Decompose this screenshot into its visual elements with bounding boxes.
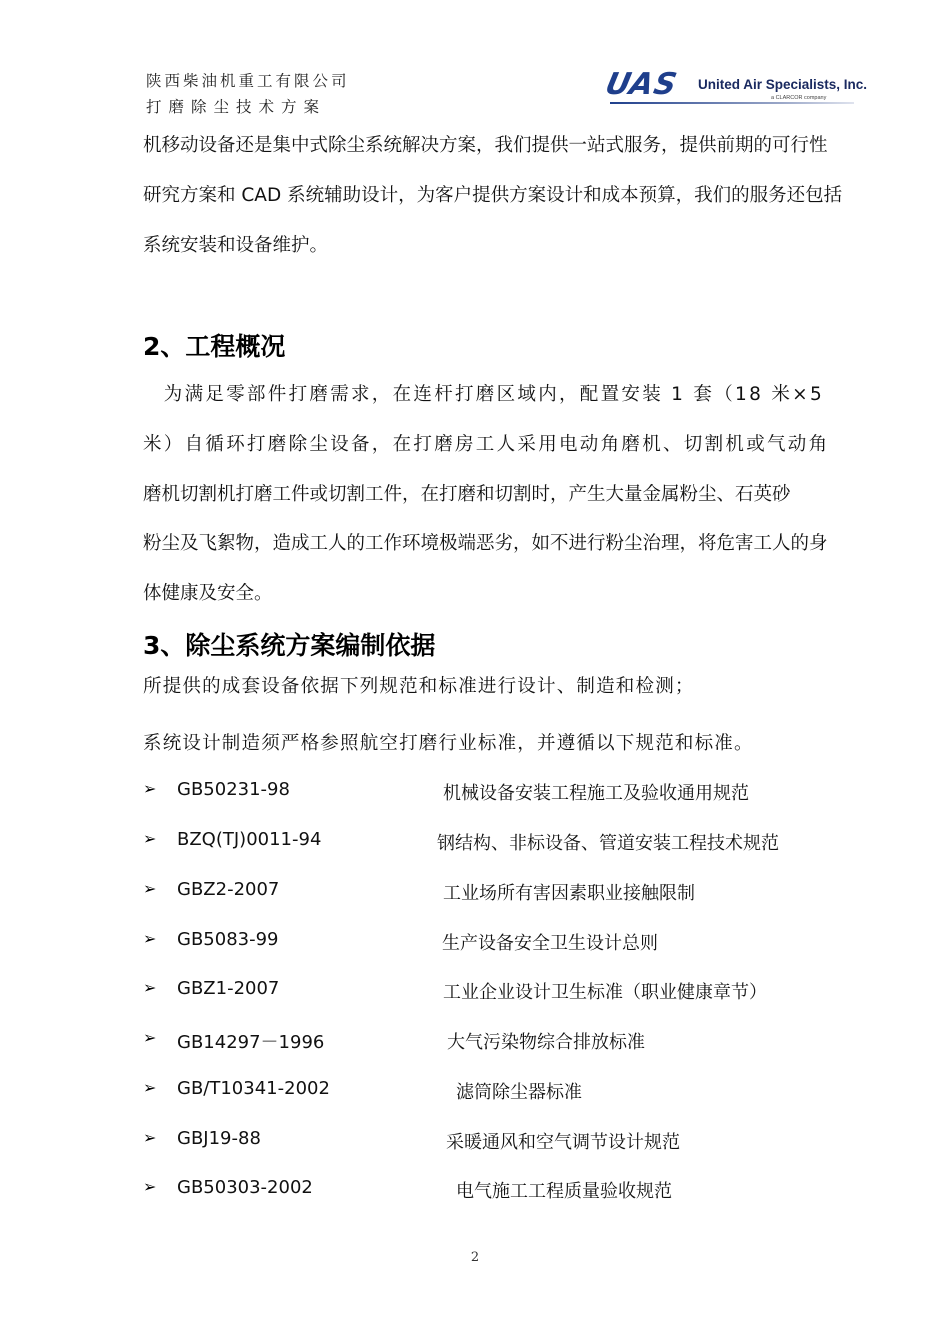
company-logo — [602, 55, 868, 113]
bullet-arrow-icon: ➢ — [143, 1028, 157, 1047]
intro-line: 机移动设备还是集中式除尘系统解决方案，我们提供一站式服务，提供前期的可行性 — [143, 135, 828, 156]
standard-item — [143, 779, 843, 805]
standard-code: GBJ19-88 — [177, 1128, 261, 1149]
section3-line: 所提供的成套设备依据下列规范和标准进行设计、制造和检测； — [143, 676, 695, 697]
logo-underline — [610, 102, 854, 104]
standard-code: BZQ(TJ)0011-94 — [177, 829, 322, 850]
standard-code: GB14297－1996 — [177, 1032, 325, 1053]
bullet-arrow-icon: ➢ — [143, 1177, 157, 1196]
standard-item — [143, 1028, 843, 1054]
logo-subtitle: a CLARCOR company — [771, 95, 827, 101]
section-heading: 3、除尘系统方案编制依据 — [143, 631, 436, 660]
section2-line: 粉尘及飞絮物，造成工人的工作环境极端恶劣，如不进行粉尘治理，将危害工人的身 — [143, 533, 828, 554]
logo-mark: UAS — [602, 67, 681, 102]
standard-name: 机械设备安装工程施工及验收通用规范 — [443, 783, 749, 804]
standard-code: GB5083-99 — [177, 929, 279, 950]
standard-name: 工业场所有害因素职业接触限制 — [443, 883, 695, 904]
standard-item — [143, 1177, 843, 1203]
standard-code: GBZ2-2007 — [177, 879, 280, 900]
standard-item — [143, 829, 843, 855]
logo-company-name: United Air Specialists, Inc. — [698, 77, 868, 92]
intro-line: 系统安装和设备维护。 — [143, 235, 329, 256]
section2-line: 米）自循环打磨除尘设备，在打磨房工人采用电动角磨机、切割机或气动角 — [143, 434, 830, 455]
standard-code: GB/T10341-2002 — [177, 1078, 330, 1099]
standard-name: 大气污染物综合排放标准 — [447, 1032, 645, 1053]
standard-item — [143, 879, 843, 905]
bullet-arrow-icon: ➢ — [143, 1078, 157, 1097]
standard-name: 工业企业设计卫生标准（职业健康章节） — [443, 982, 767, 1003]
page-number: 2 — [470, 1250, 480, 1265]
bullet-arrow-icon: ➢ — [143, 779, 157, 798]
standard-name: 采暖通风和空气调节设计规范 — [446, 1132, 680, 1153]
section2-line: 磨机切割机打磨工件或切割工件，在打磨和切割时，产生大量金属粉尘、石英砂 — [143, 484, 791, 505]
standard-item — [143, 978, 843, 1004]
standard-code: GBZ1-2007 — [177, 978, 280, 999]
section3-line: 系统设计制造须严格参照航空打磨行业标准，并遵循以下规范和标准。 — [143, 733, 754, 754]
intro-line: 研究方案和 CAD 系统辅助设计，为客户提供方案设计和成本预算，我们的服务还包括 — [143, 185, 843, 206]
section2-line: 为满足零部件打磨需求，在连杆打磨区域内，配置安装 1 套（18 米×5 — [143, 384, 825, 405]
bullet-arrow-icon: ➢ — [143, 929, 157, 948]
standard-item — [143, 929, 843, 955]
bullet-arrow-icon: ➢ — [143, 829, 157, 848]
section-heading: 2、工程概况 — [143, 332, 286, 361]
standard-item — [143, 1128, 843, 1154]
standard-name: 生产设备安全卫生设计总则 — [442, 933, 658, 954]
section2-line: 体健康及安全。 — [143, 583, 273, 604]
bullet-arrow-icon: ➢ — [143, 1128, 157, 1147]
standard-name: 电气施工工程质量验收规范 — [456, 1181, 672, 1202]
standard-code: GB50231-98 — [177, 779, 290, 800]
standard-name: 滤筒除尘器标准 — [456, 1082, 582, 1103]
standard-code: GB50303-2002 — [177, 1177, 313, 1198]
bullet-arrow-icon: ➢ — [143, 978, 157, 997]
standard-name: 钢结构、非标设备、管道安装工程技术规范 — [437, 833, 779, 854]
company-name: 陕西柴油机重工有限公司 — [146, 72, 350, 90]
standard-item — [143, 1078, 843, 1104]
document-title: 打磨除尘技术方案 — [146, 98, 327, 116]
bullet-arrow-icon: ➢ — [143, 879, 157, 898]
